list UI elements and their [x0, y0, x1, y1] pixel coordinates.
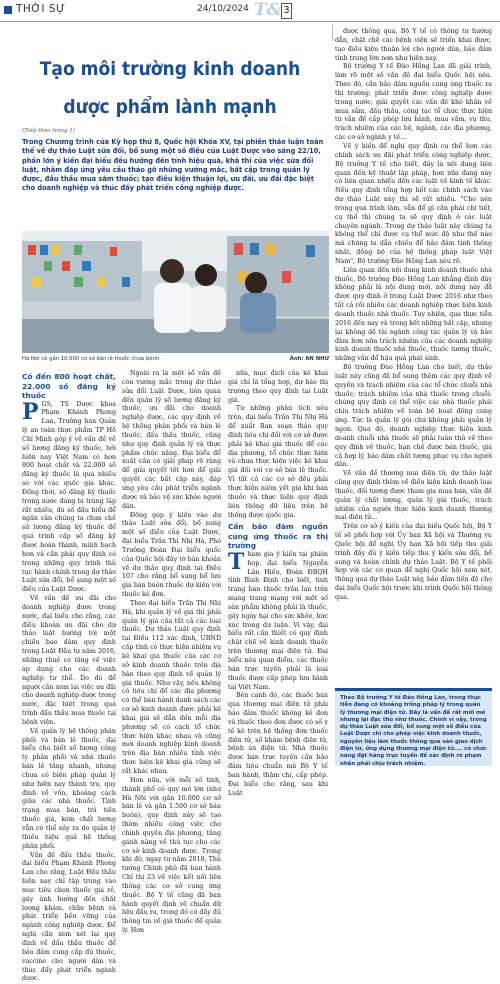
continued-note: (Tiếp theo trang 1)	[22, 128, 75, 134]
issue-date: 24/10/2024	[197, 4, 249, 14]
page-header	[0, 0, 500, 22]
divider	[332, 25, 333, 41]
pull-quote: Theo Bộ trưởng Y tế Đào Hồng Lan, trong thực tiễn đang có khoảng trống pháp lý trong quản lý thương mại điện tử. Đây là vấn đề rất mới mẻ nhưng lại đặc thù như thuốc. Chính vì vậy, trong dự thảo Luật sửa đổi, bổ sung một số điều của Luật Dược chỉ cho phép việc kinh doanh thuốc, nguyên liệu làm thuốc thông qua sàn giao dịch điện tử, ứng dụng thương mại điện tử.... có chức năng đặt hàng trực tuyến để xác định rõ phạm nhân phải chịu trách nhiệm.	[335, 688, 492, 766]
paragraph: Về quản lý hệ thống phân phối và bán lẻ thuốc, đại biểu cho biết số lượng công ty phân phối và nhà thuốc bán lẻ tăng nhanh, nhưng chưa có biện pháp quản lý như hiện nay thành tra, quy định về vốn, khoảng cách giữa các nhà thuốc. Tình trạng mua bán, trả tiền thuốc giá, kém chất lượng vẫn có thể xảy ra do quản lý thiếu hiệu quả hệ thống phân phối.	[22, 727, 116, 850]
dropcap: T	[228, 548, 245, 575]
paragraph: Về vấn đề ưu đãi cho doanh nghiệp được trong nước, đại biểu cho rằng, các điều khoản ưu đãi cho dự thảo luật hướng tới một chiều bao đảm quy định trong Luật Đầu tư năm 2016, những thuẻ có tăng về việc áp dụng cho các doanh nghiệp tư thể. Do đó để người cần xem lại việc ưu đãi cho doanh nghiệp dược trong nước, đặc biệt trong quá trình đấu thầu mua thuốc tại bệnh viện.	[22, 595, 116, 726]
column-4	[335, 28, 492, 682]
section-marker	[4, 6, 12, 14]
column-1	[22, 370, 116, 984]
paragraph-text: ham gia ý kiến tại phiên họp, đại biểu Nguyễn Lân Hiếu, Đoàn ĐBQH tỉnh Bình Định cho biết, tình trạng bán thuốc trần lan trên mạng trang mạng với một số sản phẩm không phải là thuốc, gây ngày hại cho sức khỏe, bức xúc trong dư luận. Vì vậy, đại biểu rất cần thiết có quy định chặt chẽ về kinh doanh thuốc trên thương mại điện tử. Đại biểu nêu quan điểm, các thuốc bán trực tuyến phải là loại thuốc được cấp phép lưu hành tại Việt Nam.	[228, 550, 328, 691]
column-3	[228, 370, 328, 798]
subheading-2: Cần bảo đảm nguồn cung ứng thuốc ra thị trường	[228, 522, 328, 551]
paragraph: Về vấn đề thương mại điện tử, dự thảo luật cũng quy định thêm về điều kiện kinh doanh loại thuốc, đối tượng được tham gia mua bán, vấn đề quản lý chất lượng, quản lý giá thuốc, trách nhiệm của người thực hiện kinh doanh thương mại điện tử...	[335, 470, 492, 522]
lead-paragraph: Trong Chương trình của Kỳ họp thứ 8, Quốc hội Khóa XV, tại phiên thảo luận toàn thể về dự thảo Luật sửa đổi, bổ sung một số điều của Luật Dược vào sáng 22/10, phần lớn ý kiến đại biểu đều hướng đến tính hiệu quả, khả thi của việc sửa đổi luật, nhằm đáp ứng yêu cầu tháo gỡ những vướng mắc, bất cập trong quản lý được, đầu thầu mua sắm thuốc; tạo điều kiện thuận lợi, ưu đãi, ưu đãi đặc biệt cho doanh nghiệp và thúc đẩy phát triển công nghiệp được.	[22, 138, 324, 193]
paragraph: nữa, mục đích của kê khai giá chỉ là tổng hợp, dự báo thị trường theo quy định tại Luật giá.	[228, 370, 328, 404]
paragraph	[22, 398, 116, 596]
page-number: 3	[281, 3, 292, 19]
caption-text: Hà Nội có gần 10.000 cơ sở bán lẻ thuốc chưa bệnh.	[22, 356, 161, 362]
paragraph: Trên cơ sở ý kiến của đại biểu Quốc hội, Bộ Y tế sẽ phối hợp với Ủy ban Xã hội và Thường vụ Quốc hội để nghị Ủy ban Xã hội tiếp thu giải trình đầy đủ ý kiến tiếp thu ý kiến sửa đổi, bổ sung và hoàn chỉnh dự thảo Luật. Bộ Y tế phối hợp với các cơ quan để nghị Quốc hội xem xét, thông qua dự thảo Luật này, bảo đảm tiến độ cho đại biểu Quốc hội trước khi trình Quốc hội thông qua.	[335, 523, 492, 601]
photo-credit: Ảnh: AN NHƯ	[289, 356, 329, 362]
paragraph-text: GS, TS Dược khoa Phạm Khánh Phong Lan, Trưởng ban Quản lý an toàn thực phẩm TP Hồ Chí Minh góp ý về vấn đề về số lượng đăng ký thuốc, bởi hiện nay Việt Nam có hơn 800 hoạt chất và 22.000 số đăng ký thuốc là quá nhiều so với các quốc gia khác. Đồng thời, số đăng ký thuốc trong nước đang bị trùng lặp rất nhiều, dù số đầu biểu để ngăn cản chúng ta chưa chế sử lượng đăng ký thuốc để quá trình cấp số đăng ký được hoàn thành, minh bạch hơn và cần phải quy định có trong những quy trình thủ tục hành chính trong dự thảo Luật sửa đổi, bổ sung một số điều của Luật Dược.	[22, 400, 116, 594]
subheading-1: Có đến 800 hoạt chất, 22.000 số đăng ký thuốc	[22, 372, 116, 400]
photo-caption	[22, 356, 329, 362]
masthead-logo: T&	[254, 0, 282, 20]
paragraph	[228, 548, 328, 693]
paragraph: Hơn nữa, với mỗi số tinh, thành phố có quy mô lớn (như Hà Nội với gần 10.000 cơ sở bán lẻ và gần 1.500 cơ sở bán buôn), quy định này sẽ tạo thêm nhiều công việc cho chính quyền địa phương, tăng gánh nặng về thủ tục cho các cơ sở kinh doanh được. Trong khi đó, ngay từ năm 2018, Thủ tướng Chính phủ đã ban hành Chỉ thị 23 về việc kết nối liên thông các cơ sở cung ứng thuốc. Bộ Y tế cũng đã ban hành quyết định về chuẩn dữ liệu đầu ra, trong đó có đầy đủ thông tin về giá thuốc để quản lý. Hơn	[122, 776, 221, 935]
pharmacy-photo	[22, 231, 329, 353]
paragraph: Từ những phân tích nêu trên, đại biểu Trần Thị Nhị Hà để xuất Ban soạn thảo quy định tiêu chí đối với cơ sở được phải kê khai giá thuốc để các địa phương, tổ chức thực hiện và chưa thực hiện việc kê khai giá đối với cơ sở bán lẻ thuốc. Vì tất cả các cơ sở đều phải thực hiện niêm yết giá khi bán thuốc và thực hiện quy định liên thông dữ liệu trên hệ thống được quốc gia.	[228, 405, 328, 519]
paragraph: Ngoài ra là một số vấn đề còn vướng mắc trong dự thảo sửa đổi Luật Dược, liên quan đến quản lý số lượng đăng ký thuốc, ưu đãi cho doanh nghiệp dược, các quy định về hệ thống phân phối và bán lẻ thuốc, đấu thầu thuốc, cũng như quy định quản lý và thực phẩm chức năng. Đại biểu để xuất cần có giải pháp rõ ràng để giải quyết tốt hơn để giải quyết các bất cập này, đáp ứng yêu cầu phát triển ngành dược và bảo vệ sức khỏe người dân.	[122, 370, 221, 510]
paragraph: Bộ trưởng Y tế Đào Hồng Lan đã giải trình, làm rõ một số vấn đề đại biểu Quốc hội nêu. Theo đó, cần bảo đảm nguồn cung ứng thuốc ra thị trường; phát triển được công nghiệp dược trong nước; giải quyết các vấn đề khó khăn về mua sắm, đấu thầu, công tác tổ chức thực hiện từ vấn đề cấp phép lưu hành, mua vắm, vụ thu, trách nhiệm của các bộ, ngành, các địa phương, các cơ sở ngành y tế...	[335, 63, 492, 142]
paragraph: Bên cạnh đó, các thuốc bán qua thương mại điện tử phải bảo đảm thuốc không kê đơn và thuốc theo đơn được có số y tế kê trên hệ thống đơn thuốc điện tử, số khám bệnh điện tử, bệnh án điện tử. Nhà thuốc được bán trực tuyến cần bảo đảm tiêu chuẩn mà Bộ Y tế ban hành, thậm chí, cấp phép. Đại biểu cho rằng, sau khi Luật	[228, 692, 328, 797]
paragraph: Đồng góp ý kiến vào dự thảo Luật sửa đổi, bổ sung một số điều của Luật Dược, đại biểu Trần Thị Nhị Hà, Phó Trưởng Đoàn Đại biểu quốc của Quốc hội đây tờ bản khoản về dư thảo quy định tại Điều 107 cho rằng bổ sung bổ lưu gia bán buôn thuốc dự kiến với thuốc kê đơn.	[122, 511, 221, 599]
paragraph: Theo đại biểu Trần Thị Nhị Hà, khi quản lý về giá thì phải quản lý giá của tất cả các loại thuốc. Dự thảo Luật quy định tại Điều 112 xác định, UBND cấp tỉnh có thực hiện nhiệm vụ kê khai giá thuốc của các cơ sở kinh doanh thuốc trên địa bàn theo quy định về quản lý giá thuốc. Như vậy, nếu không có tiêu chí để các địa phương có thể bàn hành danh sách các cơ sở kinh doanh được phải kê khai giá sẽ dẫn đến mỗi địa phương sẽ có cách tổ chức thực hiện khác nhau và cũng mới doanh nghiệp kinh doanh trên địa bàn nhiều tỉnh việc thực hiện kê khai giá cũng sẽ rất khác nhau.	[122, 599, 221, 775]
section-label: THỜI SỰ	[16, 3, 66, 15]
headline-line-1: Tạo môi trường kinh doanh	[39, 58, 301, 80]
paragraph: được thông qua, Bộ Y tế có thông tư hướng dẫn, chặt chẽ các bệnh viện sẽ triển khai được, tạo điều kiện thuận lợi cho người dân, bảo đảm tính trung lớn nơn như hiện nay.	[335, 28, 492, 62]
paragraph: Bộ trưởng Đào Hồng Lan cho biết, dự thảo luật này cũng đã bổ sung thêm các quy định về quyền và trách nhiệm của các tổ chức chuỗi nhà thuốc; trách nhiệm của nhà thuốc trong chuỗi; chúng quy định có thể việc các nhà thuốc phải chịu trách nhiệm về toàn bộ hoạt động cung ứng. Tức là quản lý gói chứ không phải quản lý ngọn. Qua đó, doanh nghiệp thực hiện kinh doanh chuỗi nhà thuốc sẽ phải tuân thủ về theo quy định về thuốc, hạn chế được bán thuốc, giá cả hợp lý, bảo đảm chất lượng phục vụ cho người dân.	[335, 364, 492, 469]
paragraph: Vấn đề đấu thầu thuốc, đại biểu Phạm Khánh Phong Lan cho rằng, Luật Đấu thầu hiện nay chỉ tập trung vào mục tiêu chọn thuốc giá rẻ, gây ảnh hưởng đến chất lượng khám, chữa bệnh và phát triển bền vững của ngành công nghiệp dược. Để nghị cần xem xét lại quy định về đấu thầu thuốc để bảo đảm cung cấp đủ thuốc, vaccine cho người dân và thúc đẩy phát triển ngành dược.	[22, 851, 116, 983]
dropcap: P	[22, 398, 39, 425]
column-2	[122, 370, 221, 936]
headline-line-2: dược phẩm lành mạnh	[63, 96, 277, 118]
paragraph: Về ý kiến để nghị quy định cụ thể hơn các chính sách ưu đãi phát triển công nghiệp dược, Bộ trưởng Y tế cho biết, đây là nội dung liên quan đến kỹ thuật lập pháp, hơn nữa đang này có liên quan nhiều đến các luật về kinh tế khác. Nếu quy định tổng hợp hết các chính sách vào dự thảo Luật này thì sẽ rất nhiều. "Cho nên trong quá trình làm, vẫn để gì cần phải chi tiết, cụ thể thì chúng ta sẽ quy định ở các luật chuyên ngành. Trong dự thảo luật này chúng ta không thể chi được cụ thể mức độ như thế nào mà chúng ta dẫn chiếu để bảo đảm tính thống nhất, đồng bộ của hệ thống pháp luật Việt Nam", Bộ trưởng Đào Hồng Lan nêu rõ.	[335, 142, 492, 265]
paragraph: Liên quan đến nội dung kinh doanh thuốc nhà thuốc, Bộ trưởng Đào Hồng Lan khẳng định đây không phải là nội dung mới, nội dung này đã được quy định ở trong Luật Dược 2016 như theo tất cả rồi nhiều các doanh nghiệp thực hiện kinh doanh thuốc nhà thuốc. Tuy nhiên, qua thực tiễn 2016 đến nay và trong kết những bất cập, nhưng lại không đề tài ngành công tác quản lý và bảo đảm hơn nữa trách nhiệm của các doanh nghiệp kinh doanh thuốc nhà thuốc, thuốc tương thuốc, những vấn để hậu quả phát sinh.	[335, 266, 492, 363]
